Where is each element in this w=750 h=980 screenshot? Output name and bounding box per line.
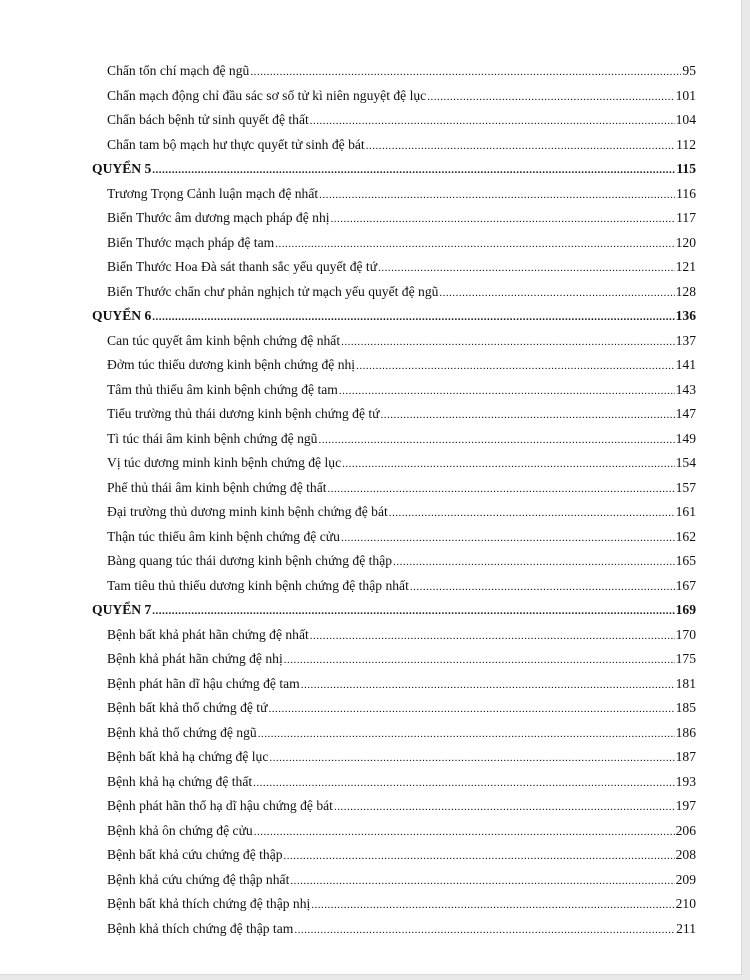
toc-entry bbox=[92, 231, 696, 256]
toc-entry bbox=[92, 255, 696, 280]
toc-page-number: 165 bbox=[675, 553, 696, 568]
toc-entry bbox=[92, 892, 696, 917]
toc-entry-title: Bệnh khả thổ chứng đệ ngũ bbox=[107, 724, 257, 740]
toc-entry-title: Tâm thủ thiếu âm kinh bệnh chứng đệ tam bbox=[107, 381, 338, 397]
toc-entry-title: Bệnh khả ôn chứng đệ cửu bbox=[107, 822, 253, 838]
toc-section-heading bbox=[92, 304, 696, 329]
toc-leader-dots bbox=[268, 697, 674, 722]
toc-entry-title: Bệnh bất khả thổ chứng đệ tứ bbox=[107, 700, 268, 715]
toc-page-number: 175 bbox=[675, 651, 696, 666]
toc-entry-title: Bàng quang túc thái dương kinh bệnh chứng đệ thập bbox=[107, 553, 393, 568]
toc-entry-title: Biển Thước Hoa Đà sát thanh sắc yếu quyết đệ tứ bbox=[107, 259, 378, 274]
toc-leader-dots bbox=[341, 526, 675, 551]
toc-page-number: 128 bbox=[675, 283, 696, 299]
toc-page-number: 167 bbox=[675, 577, 696, 593]
toc-entry-title: Trương Trọng Cảnh luận mạch đệ nhất bbox=[107, 185, 319, 201]
toc-entry bbox=[92, 451, 696, 476]
toc-page-number: 104 bbox=[675, 112, 696, 127]
toc-entry bbox=[92, 378, 696, 403]
toc-section-heading bbox=[92, 157, 696, 182]
toc-entry bbox=[92, 868, 696, 893]
toc-page-number: 154 bbox=[675, 455, 696, 470]
toc-entry bbox=[92, 672, 696, 697]
toc-entry bbox=[92, 525, 696, 550]
toc-entry-title: QUYỂN 5 bbox=[92, 161, 152, 176]
toc-leader-dots bbox=[250, 60, 681, 85]
toc-page-number: 157 bbox=[675, 479, 696, 495]
toc-page-number: 209 bbox=[675, 871, 696, 887]
toc-entry-title: Bệnh phát hãn dĩ hậu chứng đệ tam bbox=[107, 675, 300, 691]
toc-leader-dots bbox=[341, 330, 674, 355]
toc-page-number: 169 bbox=[675, 602, 696, 617]
toc-entry-title: QUYỂN 7 bbox=[92, 602, 152, 617]
toc-leader-dots bbox=[339, 379, 675, 404]
toc-page-number: 187 bbox=[675, 749, 696, 764]
toc-page-number: 210 bbox=[675, 896, 696, 911]
toc-page-number: 193 bbox=[675, 773, 696, 789]
toc-entry bbox=[92, 623, 696, 648]
toc-leader-dots bbox=[254, 820, 675, 845]
toc-leader-dots bbox=[294, 918, 675, 943]
toc-leader-dots bbox=[258, 722, 675, 747]
toc-page-number: 116 bbox=[676, 185, 696, 201]
toc-leader-dots bbox=[410, 575, 675, 600]
toc-page-number: 115 bbox=[676, 161, 696, 176]
toc-leader-dots bbox=[334, 795, 675, 820]
toc-page-number: 117 bbox=[676, 210, 696, 225]
toc-entry bbox=[92, 794, 696, 819]
toc-page-number: 197 bbox=[675, 798, 696, 813]
toc-entry bbox=[92, 353, 696, 378]
toc-leader-dots bbox=[290, 869, 674, 894]
toc-entry-title: Bệnh bất khả cứu chứng đệ thập bbox=[107, 847, 283, 862]
toc-leader-dots bbox=[284, 648, 675, 673]
toc-entry-title: Đởm túc thiếu dương kinh bệnh chứng đệ nhị bbox=[107, 357, 356, 372]
toc-page-number: 120 bbox=[675, 234, 696, 250]
toc-page-number: 206 bbox=[675, 822, 696, 838]
toc-entry bbox=[92, 108, 696, 133]
toc-page-number: 136 bbox=[675, 308, 696, 323]
toc-page-number: 112 bbox=[676, 136, 696, 152]
toc-entry bbox=[92, 402, 696, 427]
toc-entry bbox=[92, 917, 696, 942]
toc-entry bbox=[92, 500, 696, 525]
toc-entry-title: Bệnh khả hạ chứng đệ thất bbox=[107, 773, 253, 789]
toc-page-number: 181 bbox=[675, 675, 696, 691]
toc-entry bbox=[92, 84, 696, 109]
toc-entry-title: Bệnh bất khả phát hãn chứng đệ nhất bbox=[107, 626, 309, 642]
toc-entry-title: Vị túc dương minh kinh bệnh chứng đệ lục bbox=[107, 455, 342, 470]
toc-page-number: 137 bbox=[675, 332, 696, 348]
toc-entry-title: Tì túc thái âm kinh bệnh chứng đệ ngũ bbox=[107, 430, 318, 446]
toc-section-heading bbox=[92, 598, 696, 623]
toc-entry-title: Biển Thước mạch pháp đệ tam bbox=[107, 234, 275, 250]
toc-leader-dots bbox=[269, 746, 674, 771]
toc-entry bbox=[92, 574, 696, 599]
toc-leader-dots bbox=[301, 673, 675, 698]
toc-leader-dots bbox=[152, 305, 674, 330]
toc-leader-dots bbox=[275, 232, 674, 257]
toc-entry-title: Phế thủ thái âm kinh bệnh chứng đệ thất bbox=[107, 479, 327, 495]
toc-page-number: 147 bbox=[675, 406, 696, 421]
toc-page-number: 143 bbox=[675, 381, 696, 397]
toc-leader-dots bbox=[342, 452, 675, 477]
toc-leader-dots bbox=[319, 183, 675, 208]
toc-leader-dots bbox=[356, 354, 675, 379]
toc-entry bbox=[92, 696, 696, 721]
toc-entry bbox=[92, 59, 696, 84]
toc-leader-dots bbox=[331, 207, 676, 232]
toc-leader-dots bbox=[152, 599, 674, 624]
toc-page-number: 211 bbox=[676, 920, 696, 936]
toc-leader-dots bbox=[389, 501, 675, 526]
toc-entry-title: Can túc quyết âm kinh bệnh chứng đệ nhất bbox=[107, 332, 341, 348]
toc-leader-dots bbox=[439, 281, 674, 306]
toc-leader-dots bbox=[311, 893, 674, 918]
toc-entry bbox=[92, 647, 696, 672]
toc-page-number: 170 bbox=[675, 626, 696, 642]
toc-entry bbox=[92, 133, 696, 158]
toc-entry-title: Tiểu trường thủ thái dương kinh bệnh chứng đệ tứ bbox=[107, 406, 380, 421]
toc-entry-title: Chẩn tổn chí mạch đệ ngũ bbox=[107, 63, 250, 78]
toc-leader-dots bbox=[366, 134, 675, 159]
toc-entry bbox=[92, 745, 696, 770]
toc-leader-dots bbox=[393, 550, 675, 575]
toc-leader-dots bbox=[253, 771, 674, 796]
toc-entry-title: Chẩn bách bệnh tử sinh quyết đệ thất bbox=[107, 112, 309, 127]
toc-leader-dots bbox=[152, 158, 675, 183]
toc-entry-title: Biển Thước chẩn chư phản nghịch tử mạch yếu quyết đệ ngũ bbox=[107, 283, 439, 299]
toc-entry-title: Bệnh khả phát hãn chứng đệ nhị bbox=[107, 651, 283, 666]
toc-entry bbox=[92, 721, 696, 746]
toc-entry-title: Đại trường thủ dương minh kinh bệnh chứng đệ bát bbox=[107, 504, 388, 519]
toc-entry bbox=[92, 280, 696, 305]
toc-entry bbox=[92, 770, 696, 795]
toc-entry-title: Bệnh phát hãn thổ hạ dĩ hậu chứng đệ bát bbox=[107, 798, 333, 813]
toc-entry-title: Thận túc thiếu âm kinh bệnh chứng đệ cửu bbox=[107, 528, 340, 544]
toc-entry-title: Bệnh bất khả hạ chứng đệ lục bbox=[107, 749, 269, 764]
toc-entry bbox=[92, 329, 696, 354]
toc-entry-title: Biển Thước âm dương mạch pháp đệ nhị bbox=[107, 210, 330, 225]
toc-leader-dots bbox=[310, 109, 675, 134]
toc-entry bbox=[92, 476, 696, 501]
toc-page-number: 149 bbox=[675, 430, 696, 446]
toc-entry-title: Tam tiêu thủ thiếu dương kinh bệnh chứng đệ thập nhất bbox=[107, 577, 409, 593]
toc-page-number: 141 bbox=[675, 357, 696, 372]
toc-entry bbox=[92, 427, 696, 452]
toc-leader-dots bbox=[284, 844, 675, 869]
toc-entry bbox=[92, 819, 696, 844]
toc-entry-title: QUYỂN 6 bbox=[92, 308, 152, 323]
toc-leader-dots bbox=[310, 624, 675, 649]
toc-leader-dots bbox=[378, 256, 675, 281]
toc-entry bbox=[92, 206, 696, 231]
toc-page-number: 95 bbox=[682, 63, 696, 78]
toc-page-number: 186 bbox=[675, 724, 696, 740]
toc-leader-dots bbox=[381, 403, 675, 428]
toc-entry-title: Chẩn tam bộ mạch hư thực quyết tử sinh đệ bát bbox=[107, 136, 365, 152]
toc-page-number: 101 bbox=[675, 87, 696, 103]
toc-entry-title: Bệnh khả cứu chứng đệ thập nhất bbox=[107, 871, 290, 887]
toc-page-number: 185 bbox=[675, 700, 696, 715]
toc-leader-dots bbox=[328, 477, 675, 502]
table-of-contents bbox=[92, 59, 696, 941]
toc-entry bbox=[92, 549, 696, 574]
toc-entry bbox=[92, 182, 696, 207]
toc-entry-title: Bệnh khả thích chứng đệ thập tam bbox=[107, 920, 294, 936]
toc-page-number: 161 bbox=[675, 504, 696, 519]
toc-entry bbox=[92, 843, 696, 868]
toc-leader-dots bbox=[427, 85, 674, 110]
toc-leader-dots bbox=[318, 428, 674, 453]
toc-entry-title: Chẩn mạch động chỉ đầu sác sơ số tử kì niên nguyệt đệ lục bbox=[107, 87, 427, 103]
toc-page-number: 162 bbox=[675, 528, 696, 544]
toc-entry-title: Bệnh bất khả thích chứng đệ thập nhị bbox=[107, 896, 311, 911]
toc-page-number: 208 bbox=[675, 847, 696, 862]
toc-page-number: 121 bbox=[675, 259, 696, 274]
